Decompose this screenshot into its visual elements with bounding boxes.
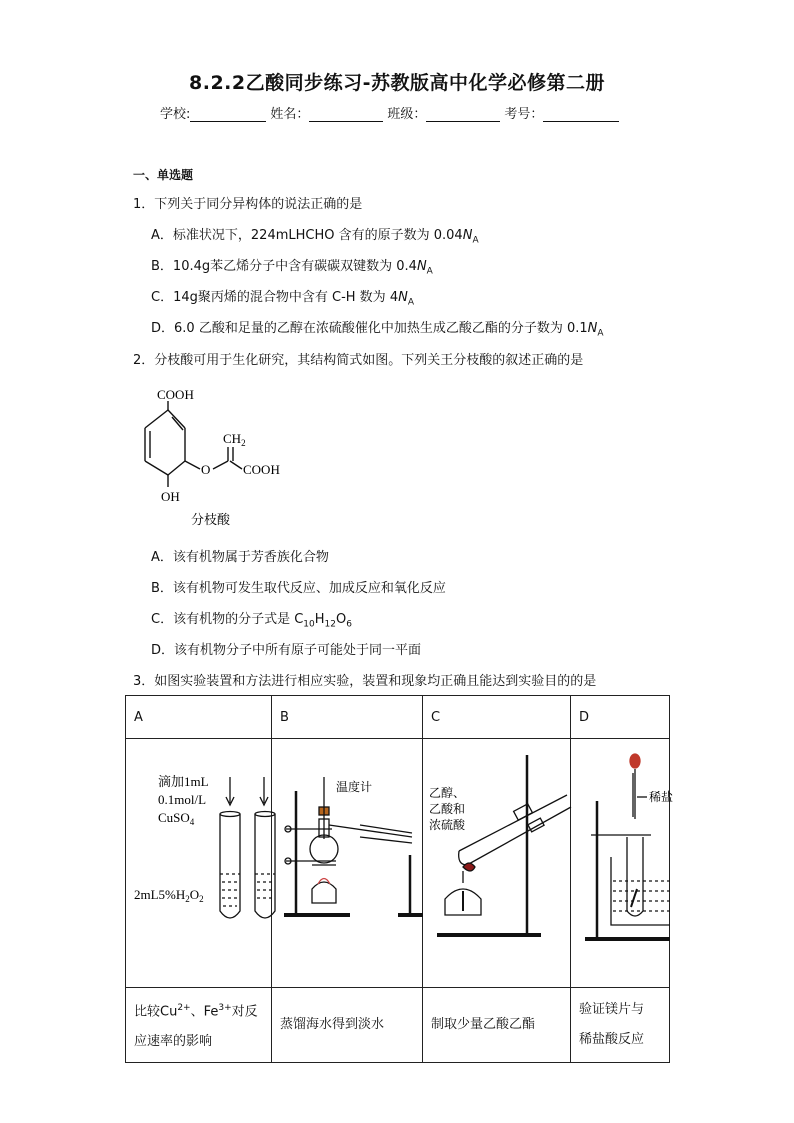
exam-number-blank[interactable] [543, 106, 619, 122]
table-header-row [126, 696, 670, 739]
label-h2o2: $2mL5\%H_2O_2$ [134, 887, 204, 904]
avogadro-subscript: A [426, 266, 433, 277]
label-ethanol: 乙醇、 [429, 786, 466, 800]
class-blank[interactable] [426, 106, 500, 122]
cooh-group-top: COOH [157, 387, 194, 402]
ch2-group: $CH_2$ [223, 431, 246, 448]
option-header-c[interactable]: C [423, 696, 571, 739]
label-concentration: 0.1mol/L [158, 792, 207, 807]
name-label: 姓名： [270, 107, 310, 122]
distillation-setup [284, 777, 423, 915]
question-2-option-b[interactable] [151, 577, 446, 596]
cooh-group-side: COOH [243, 462, 280, 477]
question-2-option-d[interactable] [151, 639, 421, 658]
option-text: 该有机物属于芳香族化合物 [172, 550, 329, 565]
option-label: B． [151, 259, 173, 274]
option-label: B． [151, 581, 173, 596]
school-blank[interactable] [190, 106, 266, 122]
label-acetic-acid: 乙酸和 [429, 802, 466, 816]
section-title: 一、单选题 [133, 168, 194, 182]
apparatus-a [126, 739, 272, 988]
avogadro-subscript: A [407, 297, 414, 308]
option-text: 14g聚丙烯的混合物中含有 C-H 数为 4 [173, 290, 399, 305]
ether-oxygen: O [201, 462, 211, 477]
option-text: 6.0 乙酸和足量的乙醇在浓硫酸催化中加热生成乙酸乙酯的分子数为 0.1 [174, 321, 588, 336]
dropper-beaker-setup [585, 754, 670, 939]
avogadro-subscript: A [597, 328, 604, 339]
label-dropwise: 滴加1mL [158, 774, 209, 789]
option-label: A． [151, 550, 173, 565]
test-tubes [220, 777, 275, 918]
chorismic-acid-structure [125, 383, 305, 533]
label-cuso4: CuSO$_4$ [158, 810, 195, 827]
apparatus-b [272, 739, 423, 988]
apparatus-c [423, 739, 571, 988]
avogadro-symbol: N [398, 290, 408, 305]
question-2-option-a[interactable] [151, 546, 329, 565]
label-dilute-hcl: 稀盐 [649, 790, 674, 804]
purpose-a: 比较$Cu^{2+}$、$Fe^{3+}$对反 应速率的影响 [126, 988, 272, 1063]
question-3-stem: 3．如图实验装置和方法进行相应实验，装置和现象均正确且能达到实验目的的是 [133, 674, 597, 689]
question-2-option-c[interactable] [151, 608, 352, 630]
avogadro-symbol: N [462, 228, 473, 243]
option-header-d[interactable]: D [571, 696, 670, 739]
avogadro-subscript: A [472, 235, 479, 246]
question-1-option-d[interactable] [151, 317, 604, 339]
apparatus-d [571, 739, 674, 988]
name-blank[interactable] [309, 106, 383, 122]
option-label: D． [151, 643, 175, 658]
question-2-stem: 2．分枝酸可用于生化研究，其结构简式如图。下列关王分枝酸的叙述正确的是 [133, 353, 584, 368]
school-label: 学校: [160, 107, 191, 122]
option-label: C． [151, 290, 174, 305]
purpose-b: 蒸馏海水得到淡水 [272, 988, 423, 1063]
formula-sub-h: 12 [324, 619, 336, 630]
formula-sub-c: 10 [303, 619, 315, 630]
option-text: 该有机物可发生取代反应、加成反应和氧化反应 [172, 581, 446, 596]
purpose-c: 制取少量乙酸乙酯 [423, 988, 571, 1063]
question-1-option-a[interactable] [151, 224, 479, 246]
option-label: D． [151, 321, 175, 336]
label-thermometer: 温度计 [336, 780, 373, 794]
student-info-row [160, 103, 623, 122]
formula-o: O [335, 612, 347, 627]
purpose-row [126, 988, 670, 1063]
page-title: 8.2.2乙酸同步练习-苏教版高中化学必修第二册 [189, 72, 605, 94]
option-header-a[interactable]: A [126, 696, 272, 739]
label-sulfuric-acid: 浓硫酸 [429, 818, 466, 832]
avogadro-symbol: N [587, 321, 598, 336]
hydroxyl-group: OH [161, 489, 180, 504]
class-label: 班级： [387, 107, 427, 122]
formula-sub-o: 6 [346, 619, 352, 630]
structure-caption: 分枝酸 [191, 513, 231, 528]
question-1-option-c[interactable] [151, 286, 414, 308]
experiment-table [125, 695, 674, 1063]
question-1-stem: 1．下列关于同分异构体的说法正确的是 [133, 197, 363, 212]
option-text: 该有机物的分子式是 C [173, 612, 304, 627]
option-text: 标准状况下，224mLHCHO 含有的原子数为 0.04 [172, 228, 463, 243]
formula-h: H [314, 612, 325, 627]
option-label: A． [151, 228, 173, 243]
option-label: C． [151, 612, 174, 627]
question-1-option-b[interactable] [151, 255, 433, 277]
option-text: 10.4g苯乙烯分子中含有碳碳双键数为 0.4 [172, 259, 417, 274]
exam-number-label: 考号： [504, 107, 544, 122]
ester-setup [437, 755, 571, 935]
avogadro-symbol: N [416, 259, 427, 274]
apparatus-row [126, 739, 670, 988]
purpose-d: 验证镁片与 稀盐酸反应 [571, 988, 670, 1063]
option-text: 该有机物分子中所有原子可能处于同一平面 [174, 643, 422, 658]
option-header-b[interactable]: B [272, 696, 423, 739]
